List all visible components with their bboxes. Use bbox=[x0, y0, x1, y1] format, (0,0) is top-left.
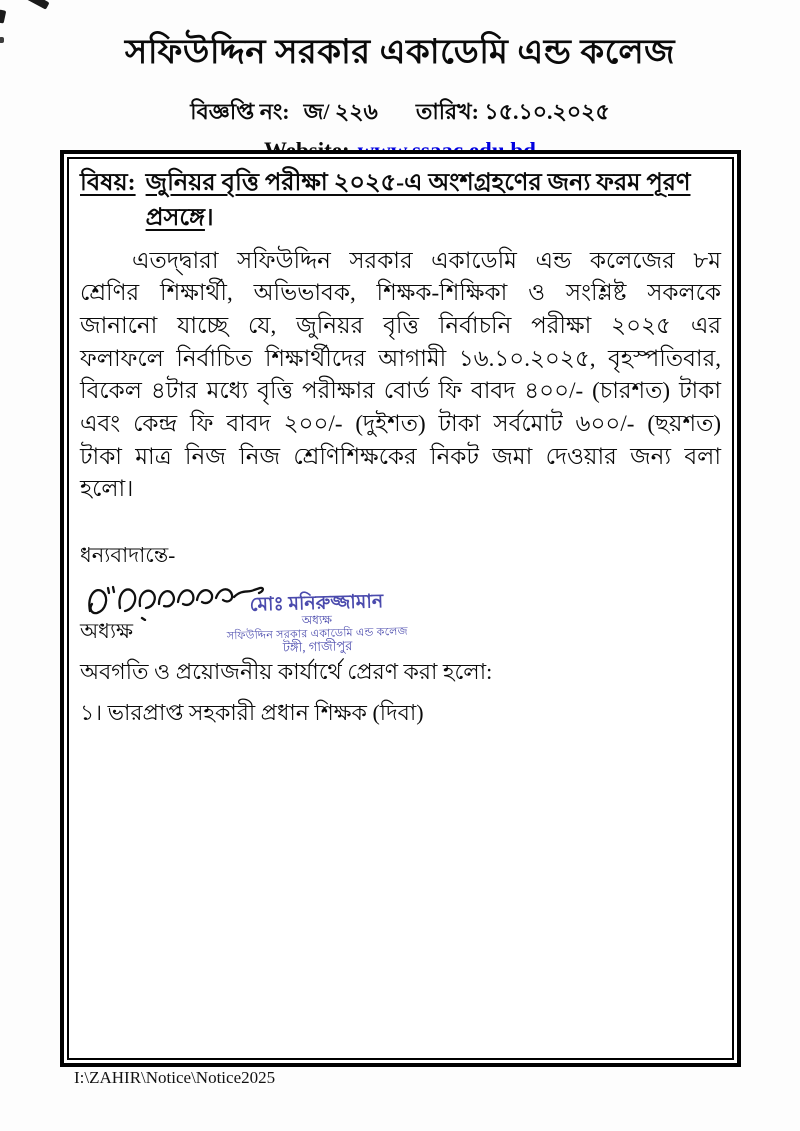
notice-body-paragraph: এতদ্দ্বারা সফিউদ্দিন সরকার একাডেমি এন্ড কলেজের ৮ম শ্রেণির শিক্ষার্থী, অভিভাবক, শিক্ষক-শিক্ষিকা ও সংশ্লিষ্ট সকলকে জানানো যাচ্ছে যে, জুনিয়র বৃত্তি নির্বাচনি পরীক্ষা ২০২৫ এর ফলাফলে নির্বাচিত শিক্ষার্থীদের আগামী ১৬.১০.২০২৫, বৃহস্পতিবার, বিকেল ৪টার মধ্যে বৃত্তি পরীক্ষার বোর্ড ফি বাবদ ৪০০/- (চারশত) টাকা এবং কেন্দ্র ফি বাবদ ২০০/- (দুইশত) টাকা সর্বমোট ৬০০/- (ছয়শত) টাকা মাত্র নিজ নিজ শ্রেণিশিক্ষকের নিকট জমা দেওয়ার জন্য বলা হলো। bbox=[80, 247, 721, 502]
date-value: ১৫.১০.২০২৫ bbox=[484, 99, 610, 124]
subject-line2-punct: । bbox=[204, 204, 214, 231]
stamp-location: টঙ্গী, গাজীপুর bbox=[282, 637, 353, 655]
subject-text bbox=[146, 166, 691, 236]
notice-border-box bbox=[60, 150, 741, 1067]
notice-no-label: বিজ্ঞপ্তি নং: bbox=[190, 99, 290, 124]
distribution-item: ১। ভারপ্রাপ্ত সহকারী প্রধান শিক্ষক (দিবা) bbox=[80, 699, 424, 725]
document-header bbox=[0, 26, 800, 164]
closing-text: ধন্যবাদান্তে- bbox=[80, 542, 176, 567]
date-label: তারিখ: bbox=[415, 99, 479, 124]
footer-file-path: I:\ZAHIR\Notice\Notice2025 bbox=[74, 1068, 276, 1087]
subject-label: বিষয়: bbox=[80, 170, 136, 196]
stamp-name: মোঃ মনিরুজ্জামান bbox=[249, 591, 384, 616]
principal-title: অধ্যক্ষ bbox=[80, 618, 134, 643]
distribution-heading: অবগতি ও প্রয়োজনীয় কার্যার্থে প্রেরণ করা হলো: bbox=[80, 658, 493, 684]
notice-content bbox=[67, 157, 734, 1060]
subject-line1: জুনিয়র বৃত্তি পরীক্ষা ২০২৫-এ অংশগ্রহণের জন্য ফরম পূরণ bbox=[145, 170, 691, 196]
scan-artifact bbox=[26, 0, 49, 10]
notice-no-value: জ/ ২২৬ bbox=[303, 99, 378, 124]
subject-line2: প্রসঙ্গে bbox=[145, 204, 205, 231]
notice-meta-line bbox=[0, 95, 800, 132]
scan-artifact bbox=[0, 9, 6, 23]
stamp-org: সফিউদ্দিন সরকার একাডেমি এন্ড কলেজ bbox=[226, 625, 408, 642]
stamp-title: অধ্যক্ষ bbox=[301, 612, 333, 628]
subject-block bbox=[80, 166, 721, 236]
signature-region bbox=[80, 539, 721, 684]
school-name: সফিউদ্দিন সরকার একাডেমি এন্ড কলেজ bbox=[124, 34, 676, 71]
